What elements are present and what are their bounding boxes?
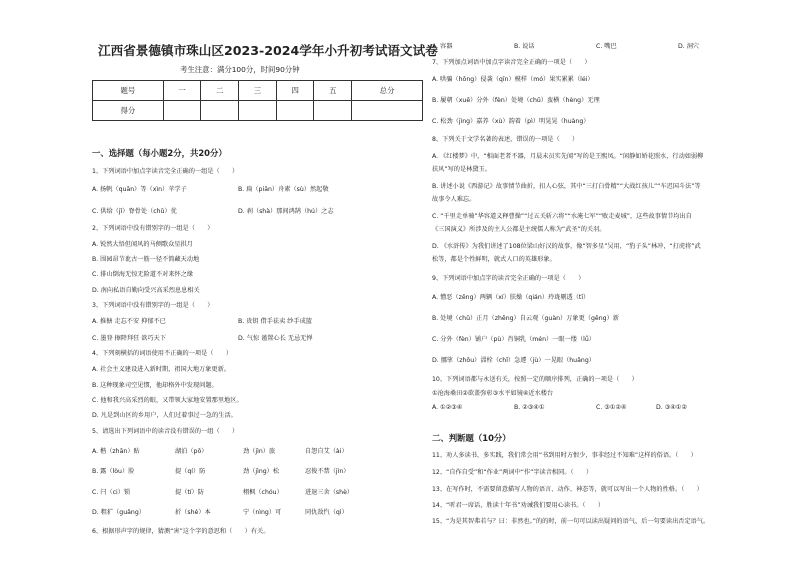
question-13: 13、在写作时，不需要留意描写人物的语言、动作、神态等，就可以写出一个人物的性格。（ ） <box>432 486 703 493</box>
q2-option-c: C. 排山倒海无惊无险道不对来怀之缘 <box>92 271 194 278</box>
question-12: 12、“自作自受”和“作业”两词中“作”字读音相同。（ ） <box>432 469 593 476</box>
q8-option-c-line1: C. “千里走单骑”华容道义释曹操”“过五关斩六将”“水淹七军”“败走麦城”，这些故事情节均出自 <box>432 213 692 220</box>
q5-b-4: 忍俊不禁（jìn） <box>305 468 350 475</box>
q7-option-b: B. 履朝（xuē）分外（fèn）处境（chǔ）蛮横（hèng）无理 <box>432 97 600 104</box>
question-2: 2、下列词语中没有错别字的一组是（ ） <box>92 225 214 232</box>
score-header-cell: 三 <box>239 81 277 101</box>
q5-b-3: 劲（jìng）松 <box>243 468 280 475</box>
q8-option-c-line2: 《三国演义》所涉及的主人公都是主统儒人称为“武圣”的关羽。 <box>432 226 606 233</box>
page-title: 江西省景德镇市珠山区2023-2024学年小升初考试语文试卷 <box>98 43 438 58</box>
score-header-cell: 五 <box>314 81 352 101</box>
question-1: 1、下列词语中加点字读音完全正确的一组是（ ） <box>92 168 239 175</box>
q5-b-1: B. 露（lòu）脸 <box>92 468 135 475</box>
q10-option-b: B. ②③④① <box>514 404 545 411</box>
q5-c-3: 栩枫（chóu） <box>243 489 283 496</box>
q5-a-1: A. 楷（zhān）贴 <box>92 448 140 455</box>
q9-option-c: C. 分外（fèn）铺户（pù）肖铜乳（mén）一眼一缕（lǚ） <box>432 336 595 343</box>
score-table-header-row <box>93 81 423 101</box>
q7-option-a: A. 哄骗（hǒng）侵袭（qīn）模样（mó）果实累累（léi） <box>432 76 594 83</box>
score-cell[interactable] <box>239 101 277 121</box>
q5-b-2: 提（qí）防 <box>175 468 206 475</box>
question-5: 5、请选出下列词语中的读音没有错误的一组（ ） <box>92 428 239 435</box>
q10-option-c: C. ③①②④ <box>596 404 627 411</box>
question-10: 10、下列词语都与永送有关，按照一定的顺序排列，正确的一项是（ ） <box>432 376 638 383</box>
q10-option-a: A. ①②③④ <box>432 404 463 411</box>
q1-option-c: C. 供给（jǐ）脊骨处（chǔ）优 <box>92 208 177 215</box>
question-7: 7、下列加点词语中加点字读音完全正确的一项是（ ） <box>432 59 591 66</box>
q8-option-d-line2: 松等，都是个性鲜明，就式人口的英雄形象。 <box>432 256 556 263</box>
score-cell[interactable] <box>201 101 239 121</box>
score-header-cell: 一 <box>163 81 201 101</box>
q3-option-b: B. 贵钥 借手祛卖 纱手成篮 <box>238 318 312 325</box>
q5-c-4: 进退三舍（shè） <box>305 489 354 496</box>
score-header-cell: 四 <box>276 81 314 101</box>
question-6: 6、根据形声字的规律，猜测“害”这个字的意思和（ ）有关。 <box>92 528 270 535</box>
q6-option-b: B. 说话 <box>514 43 535 50</box>
question-4: 4、下列刻横括的词语使用不正确的一项是（ ） <box>92 350 233 357</box>
q2-option-a: A. 锐然大悟但闻风的马侧歌众星拱月 <box>92 241 193 248</box>
q4-option-d: D. 凡是到山区的乡用户，人们过着事过一急的生活。 <box>92 412 237 419</box>
q5-d-2: 折（shé）本 <box>175 509 211 516</box>
score-row-label: 得分 <box>93 101 164 121</box>
q5-a-2: 湖泊（pō） <box>175 448 208 455</box>
q5-c-2: 提（tí）防 <box>175 489 204 496</box>
q5-a-4: 自怨自艾（ài） <box>305 448 348 455</box>
q4-option-b: B. 这种现象司空见惯，他却格外中发现问题。 <box>92 382 218 389</box>
score-cell[interactable] <box>314 101 352 121</box>
section-judge-heading: 二、判断题（10分） <box>432 433 511 443</box>
q2-option-b: B. 围园昂节讹古一筋一径不简藏天动地 <box>92 256 200 263</box>
q9-option-d: D. 挪挲（zhōu）淄栓（chǐ）急遽（jù）一晃眼（huǎng） <box>432 357 595 364</box>
q10-items: ①沧海桑田②欲盖弥彰③水平如镜④近水楼台 <box>432 390 554 397</box>
q8-option-a-line2: 扶风”写的是林黛玉。 <box>432 166 491 173</box>
q4-option-a: A. 社会主义建设进入新时期，祖国大地万象更新。 <box>92 366 230 373</box>
score-cell[interactable] <box>352 101 423 121</box>
q8-option-a-line1: A. 《红楼梦》中，“相面老者不器，月晨未员实先闻”写的是王熙凤。“闲静如娇花照水，行动如弱柳 <box>432 153 704 160</box>
q1-option-a: A. 扬帆（quān）等（xìn）苹学子 <box>92 186 187 193</box>
q3-option-c: C. 墨登 擦降拜狂 欲巧天下 <box>92 335 167 342</box>
question-9: 9、下列词语中加点字的读音完全正确的一项是（ ） <box>432 275 585 282</box>
q8-option-b-line1: B. 讲述小说《西游记》故事情节曲折，扣人心弦，其中“三打白骨精”“大战红孩儿”“车迟国斗法”等 <box>432 183 701 190</box>
exam-note: 考生注意：满分100分，时间90分钟 <box>180 65 300 74</box>
q1-option-b: B. 扁（piān）舟素（sù）然起敬 <box>238 186 329 193</box>
question-11: 11、劝人多读书，多实践，我们常会用“书到用时方恨少，事非经过不知难”这样的俗语。（ ） <box>432 452 697 459</box>
q5-d-1: D. 粗犷（guǎng） <box>92 509 145 516</box>
question-15: 15、“为是其智弗若与？曰：非然也。”的的时，前一句可以读出疑问的语气，后一句要读出否定语气。 <box>432 518 710 525</box>
q4-option-c: C. 他和我兴高采烈的眼，又带领大家地安置那里地区。 <box>92 397 243 404</box>
score-table <box>92 80 423 121</box>
score-header-cell: 二 <box>201 81 239 101</box>
q5-d-4: 同仇敌忾（qì） <box>305 509 348 516</box>
q5-c-1: C. 闩（ci）锁 <box>92 489 131 496</box>
q9-option-b: B. 处境（chǔ）正月（zhēng）自云观（guàn）万象更（gēng）新 <box>432 315 619 322</box>
q9-option-a: A. 憎恶（zēng）两辆（xí）肤燥（qián）玲珑剔透（tī） <box>432 294 590 301</box>
question-3: 3、下列词语中没有错别字的一组是（ ） <box>92 302 214 309</box>
q6-option-a: A. 容器 <box>432 43 453 50</box>
q2-option-d: D. 南向私语自勤向受兴高采烈息息相关 <box>92 287 200 294</box>
q3-option-d: D. 气惊 谨置心长 无忌无惮 <box>238 335 313 342</box>
score-table-score-row <box>93 101 423 121</box>
q6-option-c: C. 嘴巴 <box>596 43 617 50</box>
score-cell[interactable] <box>276 101 314 121</box>
section-choice-heading: 一、选择题（每小题2分，共20分） <box>92 148 227 158</box>
q8-option-b-line2: 故事令人难忘。 <box>432 196 476 203</box>
question-8: 8、下列关于文学名著的表述，错误的一项是（ ） <box>432 136 579 143</box>
q5-a-3: 劲（jìn）旅 <box>243 448 276 455</box>
q1-option-d: D. 刹（shà）那间鸿鹄（hú）之志 <box>238 208 334 215</box>
q6-option-d: D. 洞穴 <box>678 43 700 50</box>
q3-option-a: A. 推搪 走忘不安 抑郁不已 <box>92 318 166 325</box>
score-header-cell: 总分 <box>352 81 423 101</box>
q10-option-d: D. ③④①② <box>656 404 687 411</box>
score-header-cell: 题号 <box>93 81 164 101</box>
q7-option-c: C. 松劲（jìng）嘉养（xù）韵着（pì）明晃晃（huàng） <box>432 118 590 125</box>
q8-option-d-line1: D. 《水浒传》为我们讲述了108位梁山好汉的故事，像“智多星”吴用，“豹子头”林冲，“打虎将”武 <box>432 243 701 250</box>
score-cell[interactable] <box>163 101 201 121</box>
q5-d-3: 宁（nìng）可 <box>243 509 282 516</box>
question-14: 14、“听君一席话，胜读十年书”劝诫我们要用心读书。（ ） <box>432 502 605 509</box>
